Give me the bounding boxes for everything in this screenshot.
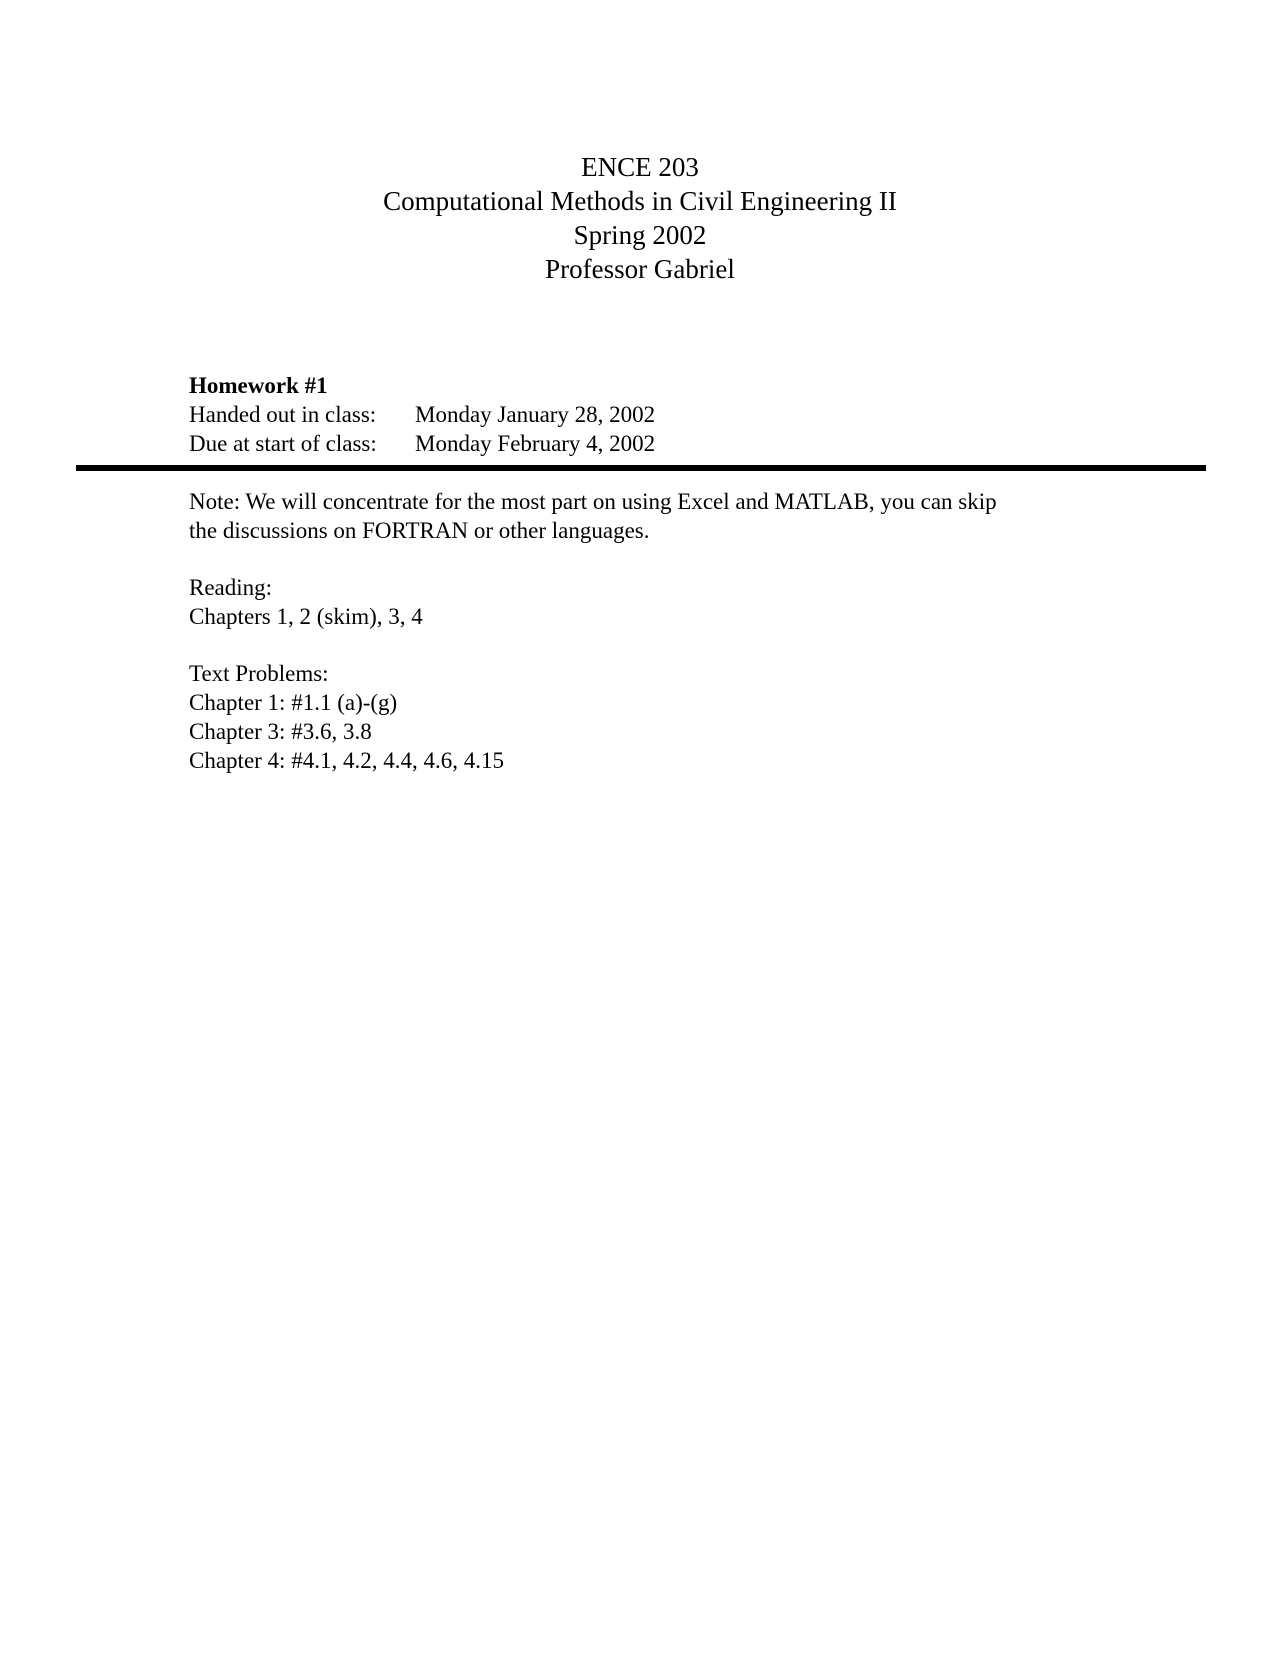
homework-title: Homework #1 [189, 373, 328, 398]
term: Spring 2002 [573, 220, 707, 250]
problem-item: Chapter 4: #4.1, 4.2, 4.4, 4.6, 4.15 [189, 748, 504, 773]
note-paragraph [189, 487, 1149, 545]
due-label: Due at start of class: [189, 431, 377, 456]
homework-info [189, 371, 655, 458]
course-title: Computational Methods in Civil Engineering II [383, 186, 897, 216]
handed-out-row [189, 400, 655, 429]
instructor: Professor Gabriel [545, 254, 735, 284]
problem-item: Chapter 1: #1.1 (a)-(g) [189, 690, 398, 715]
note-line: the discussions on FORTRAN or other languages. [189, 518, 650, 543]
note-line: Note: We will concentrate for the most part on using Excel and MATLAB, you can skip [189, 489, 997, 514]
handed-out-label: Handed out in class: [189, 402, 377, 427]
document-body [189, 487, 1149, 803]
document-header [0, 150, 1280, 286]
due-row [189, 429, 655, 458]
reading-heading: Reading: [189, 575, 273, 600]
problems-section [189, 659, 1149, 775]
due-date: Monday February 4, 2002 [415, 431, 656, 456]
problems-heading: Text Problems: [189, 661, 329, 686]
problem-item: Chapter 3: #3.6, 3.8 [189, 719, 372, 744]
reading-section [189, 573, 1149, 631]
reading-chapters: Chapters 1, 2 (skim), 3, 4 [189, 604, 423, 629]
course-number: ENCE 203 [581, 152, 699, 182]
handed-out-date: Monday January 28, 2002 [415, 402, 656, 427]
horizontal-rule [76, 465, 1206, 471]
